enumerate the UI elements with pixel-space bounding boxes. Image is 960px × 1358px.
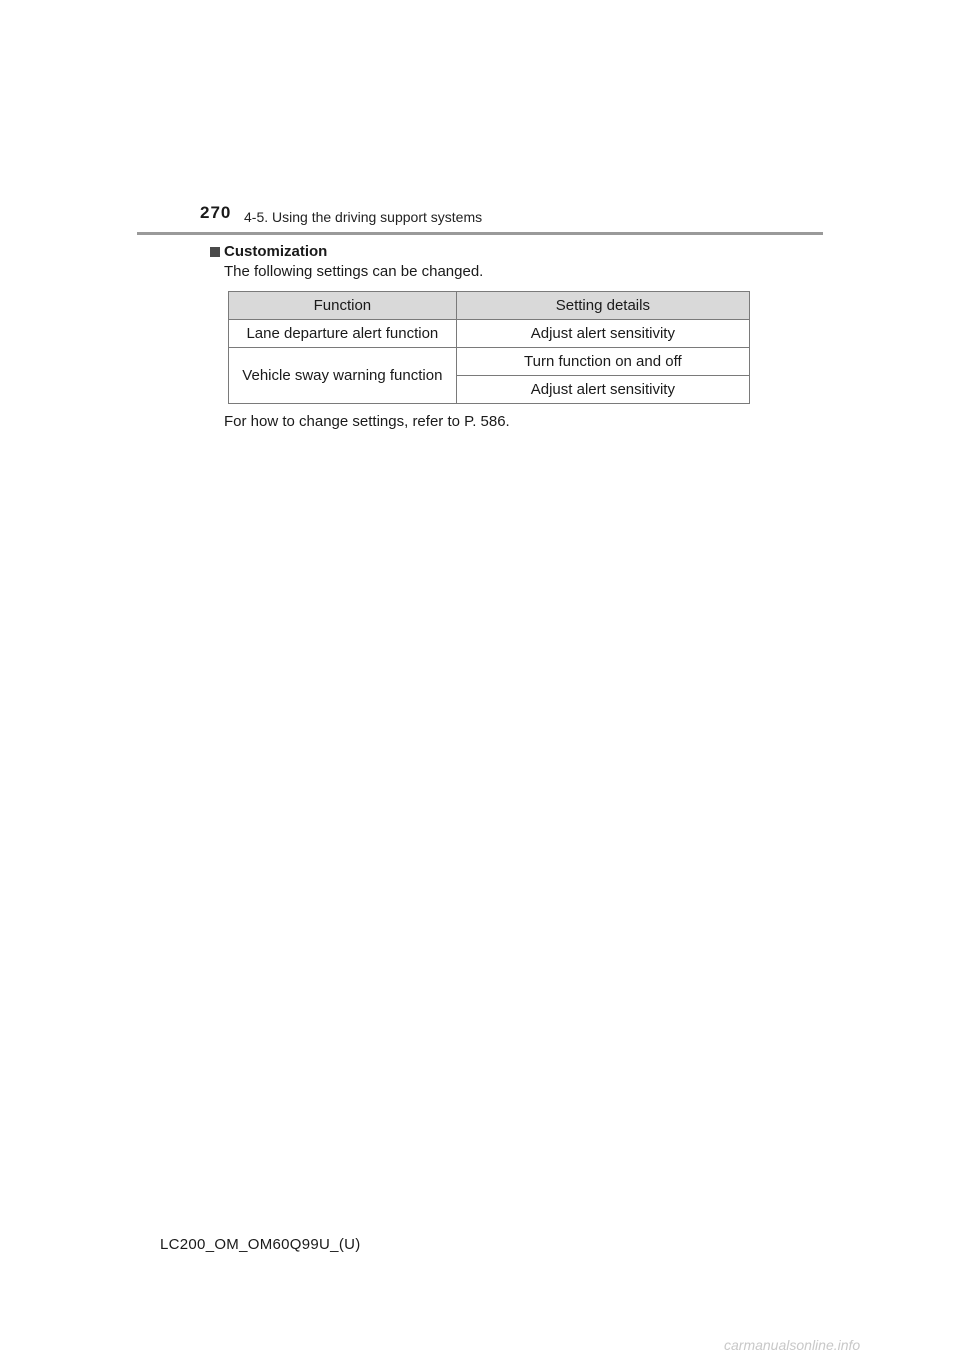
page-header [200,203,820,231]
table-cell-setting: Turn function on and off [456,348,749,376]
table-cell-function: Lane departure alert function [229,320,457,348]
section-title: 4-5. Using the driving support systems [244,209,483,225]
settings-table [228,291,750,404]
table-cell-setting: Adjust alert sensitivity [456,376,749,404]
column-header-function: Function [229,292,457,320]
intro-text: The following settings can be changed. [224,263,484,280]
header-divider [137,232,823,235]
settings-reference-text: For how to change settings, refer to P. 586. [224,413,510,430]
table-cell-setting: Adjust alert sensitivity [456,320,749,348]
customization-heading [210,243,327,260]
document-code: LC200_OM_OM60Q99U_(U) [160,1236,361,1253]
table-row [229,320,750,348]
square-bullet-icon [210,247,220,257]
table-row [229,348,750,376]
page-number: 270 [200,203,232,222]
table-cell-function: Vehicle sway warning function [229,348,457,404]
table-header-row [229,292,750,320]
column-header-setting-details: Setting details [456,292,749,320]
watermark-text: carmanualsonline.info [724,1337,861,1353]
customization-heading-text: Customization [224,243,328,260]
